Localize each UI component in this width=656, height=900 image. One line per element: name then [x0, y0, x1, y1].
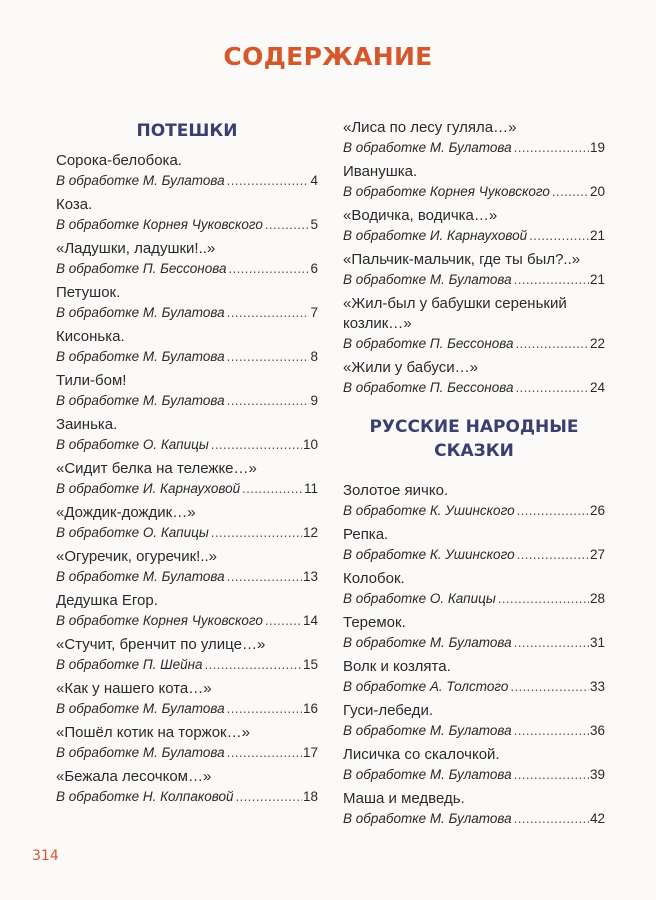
toc-entry-page: 26: [589, 503, 605, 518]
toc-entry-line: [343, 138, 605, 157]
toc-entry: [56, 151, 318, 190]
toc-entry-line: [343, 378, 605, 397]
dot-leader: [265, 215, 310, 234]
toc-entry-line: [56, 303, 318, 322]
toc-entry-title: Заинька.: [56, 416, 118, 433]
dot-leader: [211, 523, 302, 542]
toc-entry: [343, 657, 605, 696]
toc-entry-title: «Ладушки, ладушки!..»: [56, 240, 216, 257]
toc-entry-title: «Пальчик-мальчик, где ты был?..»: [343, 251, 581, 268]
toc-entry-page: 24: [589, 380, 605, 395]
toc-entry-adaptation: В обработке О. Капицы: [56, 525, 209, 540]
toc-entry-title: «Лиса по лесу гуляла…»: [343, 119, 517, 136]
dot-leader: [514, 138, 589, 157]
toc-entry-page: 39: [589, 767, 605, 782]
dot-leader: [498, 589, 589, 608]
dot-leader: [510, 677, 589, 696]
dot-leader: [517, 501, 589, 520]
toc-entry: [343, 358, 605, 397]
toc-entry-adaptation: В обработке П. Бессонова: [343, 380, 514, 395]
dot-leader: [514, 809, 589, 828]
toc-entry-title: «Стучит, бренчит по улице…»: [56, 636, 266, 653]
toc-entry-line: [343, 633, 605, 652]
toc-entry: [56, 283, 318, 322]
dot-leader: [265, 611, 302, 630]
toc-entry-line: [343, 765, 605, 784]
dot-leader: [529, 226, 589, 245]
toc-entry: [56, 371, 318, 410]
toc-entry-line: [56, 391, 318, 410]
toc-entry-adaptation: В обработке П. Бессонова: [343, 336, 514, 351]
toc-entry-adaptation: В обработке М. Булатова: [56, 349, 225, 364]
dot-leader: [227, 567, 302, 586]
toc-entry-title: Маша и медведь.: [343, 790, 465, 807]
toc-entry-line: [343, 545, 605, 564]
toc-entry-adaptation: В обработке М. Булатова: [343, 767, 512, 782]
toc-entry: [343, 569, 605, 608]
toc-entry: [56, 459, 318, 498]
toc-entry-title: Дедушка Егор.: [56, 592, 158, 609]
toc-entry-title: Тили-бом!: [56, 372, 127, 389]
toc-entry-line: [56, 699, 318, 718]
toc-entry-line: [56, 259, 318, 278]
toc-entry-line: [343, 677, 605, 696]
toc-entry-line: [56, 479, 318, 498]
toc-entry-adaptation: В обработке М. Булатова: [56, 305, 225, 320]
toc-entry: [343, 613, 605, 652]
toc-entry-title: Волк и козлята.: [343, 658, 451, 675]
dot-leader: [514, 633, 589, 652]
dot-leader: [227, 391, 310, 410]
dot-leader: [514, 765, 589, 784]
toc-entry: [343, 162, 605, 201]
toc-entry-adaptation: В обработке Корнея Чуковского: [56, 613, 263, 628]
toc-entry-title: «Сидит белка на тележке…»: [56, 460, 257, 477]
toc-entry: [343, 206, 605, 245]
toc-list-poteshki-continued: [343, 118, 605, 397]
toc-entry-adaptation: В обработке М. Булатова: [56, 701, 225, 716]
dot-leader: [227, 303, 310, 322]
toc-entry-page: 8: [310, 349, 318, 364]
toc-entry-page: 7: [310, 305, 318, 320]
toc-entry: [56, 547, 318, 586]
dot-leader: [552, 182, 589, 201]
toc-entry: [343, 250, 605, 289]
toc-entry-page: 28: [589, 591, 605, 606]
toc-entry: [56, 635, 318, 674]
toc-entry-adaptation: В обработке Корнея Чуковского: [343, 184, 550, 199]
toc-entry-title: «Жил-был у бабушки серенький козлик…»: [343, 295, 567, 332]
toc-entry-adaptation: В обработке П. Шейна: [56, 657, 203, 672]
dot-leader: [228, 259, 309, 278]
toc-entry-page: 19: [589, 140, 605, 155]
dot-leader: [514, 270, 589, 289]
dot-leader: [205, 655, 302, 674]
toc-entry-line: [56, 171, 318, 190]
toc-entry-adaptation: В обработке М. Булатова: [56, 393, 225, 408]
dot-leader: [515, 334, 588, 353]
toc-entry: [343, 294, 605, 353]
toc-entry-page: 4: [310, 173, 318, 188]
toc-entry: [56, 767, 318, 806]
toc-entry-line: [56, 435, 318, 454]
toc-list-poteshki: [56, 151, 318, 806]
toc-entry-title: «Огуречик, огуречик!..»: [56, 548, 218, 565]
toc-entry-page: 11: [303, 481, 318, 496]
toc-entry-line: [343, 182, 605, 201]
toc-entry-page: 6: [310, 261, 318, 276]
toc-entry-adaptation: В обработке М. Булатова: [343, 811, 512, 826]
toc-entry-line: [56, 743, 318, 762]
toc-entry-page: 13: [302, 569, 318, 584]
toc-entry-title: Сорока-белобока.: [56, 152, 182, 169]
toc-entry-adaptation: В обработке И. Карнауховой: [56, 481, 241, 496]
toc-entry-title: «Бежала лесочком…»: [56, 768, 212, 785]
toc-entry-adaptation: В обработке К. Ушинского: [343, 547, 515, 562]
toc-entry-page: 5: [310, 217, 318, 232]
toc-entry-page: 18: [302, 789, 318, 804]
toc-entry-adaptation: В обработке М. Булатова: [56, 173, 225, 188]
toc-entry-page: 27: [589, 547, 605, 562]
toc-entry-title: «Водичка, водичка…»: [343, 207, 498, 224]
toc-entry: [56, 415, 318, 454]
toc-entry-title: Колобок.: [343, 570, 405, 587]
toc-entry-adaptation: В обработке М. Булатова: [343, 723, 512, 738]
toc-entry-adaptation: В обработке М. Булатова: [56, 569, 225, 584]
toc-entry-page: 36: [589, 723, 605, 738]
toc-entry-adaptation: В обработке М. Булатова: [56, 745, 225, 760]
toc-entry-line: [343, 589, 605, 608]
toc-entry-title: Золотое яичко.: [343, 482, 449, 499]
dot-leader: [211, 435, 302, 454]
toc-entry-page: 21: [589, 228, 605, 243]
toc-entry-line: [56, 215, 318, 234]
toc-entry-adaptation: В обработке К. Ушинского: [343, 503, 515, 518]
toc-entry: [56, 723, 318, 762]
dot-leader: [242, 479, 303, 498]
toc-entry: [56, 679, 318, 718]
toc-entry-adaptation: В обработке М. Булатова: [343, 635, 512, 650]
dot-leader: [235, 787, 301, 806]
toc-entry-line: [343, 809, 605, 828]
toc-entry-adaptation: В обработке А. Толстого: [343, 679, 509, 694]
toc-entry-line: [343, 721, 605, 740]
toc-entry-adaptation: В обработке О. Капицы: [56, 437, 209, 452]
toc-entry: [343, 481, 605, 520]
toc-entry-page: 33: [589, 679, 605, 694]
toc-entry-page: 14: [302, 613, 318, 628]
toc-entry: [343, 745, 605, 784]
toc-entry-line: [56, 611, 318, 630]
toc-entry-page: 17: [302, 745, 318, 760]
toc-entry-adaptation: В обработке Н. Колпаковой: [56, 789, 234, 804]
toc-entry-line: [56, 347, 318, 366]
toc-entry-page: 42: [589, 811, 605, 826]
toc-right-column: [343, 119, 605, 828]
toc-entry-line: [343, 226, 605, 245]
toc-entry-adaptation: В обработке Корнея Чуковского: [56, 217, 263, 232]
page-title: СОДЕРЖАНИЕ: [223, 42, 433, 71]
dot-leader: [514, 721, 589, 740]
toc-entry: [343, 701, 605, 740]
dot-leader: [227, 171, 310, 190]
toc-entry-line: [56, 567, 318, 586]
toc-entry-page: 12: [302, 525, 318, 540]
toc-entry-adaptation: В обработке П. Бессонова: [56, 261, 227, 276]
toc-entry-line: [56, 523, 318, 542]
toc-list-skazki: [343, 481, 605, 828]
toc-entry: [343, 118, 605, 157]
toc-entry: [343, 789, 605, 828]
toc-entry: [343, 525, 605, 564]
toc-entry-page: 16: [302, 701, 318, 716]
section-heading-skazki: РУССКИЕ НАРОДНЫЕ СКАЗКИ: [369, 417, 579, 461]
toc-entry: [56, 591, 318, 630]
toc-entry-line: [343, 334, 605, 353]
toc-entry-line: [343, 270, 605, 289]
toc-entry-title: Петушок.: [56, 284, 121, 301]
toc-entry-adaptation: В обработке М. Булатова: [343, 272, 512, 287]
toc-entry-title: Теремок.: [343, 614, 406, 631]
dot-leader: [515, 378, 588, 397]
toc-entry-title: «Пошёл котик на торжок…»: [56, 724, 250, 741]
toc-entry-page: 21: [589, 272, 605, 287]
toc-entry-adaptation: В обработке И. Карнауховой: [343, 228, 528, 243]
dot-leader: [227, 699, 302, 718]
toc-entry-line: [56, 787, 318, 806]
toc-entry-title: «Как у нашего кота…»: [56, 680, 212, 697]
toc-entry-page: 9: [310, 393, 318, 408]
toc-entry-title: «Жили у бабуси…»: [343, 359, 478, 376]
toc-entry-title: Кисонька.: [56, 328, 125, 345]
toc-entry-title: Коза.: [56, 196, 93, 213]
toc-entry: [56, 239, 318, 278]
page-number: 314: [32, 848, 59, 864]
toc-entry-adaptation: В обработке О. Капицы: [343, 591, 496, 606]
toc-left-column: [56, 119, 318, 806]
toc-entry-title: Репка.: [343, 526, 389, 543]
toc-entry-page: 10: [302, 437, 318, 452]
toc-entry-adaptation: В обработке М. Булатова: [343, 140, 512, 155]
toc-entry-title: Лисичка со скалочкой.: [343, 746, 500, 763]
dot-leader: [517, 545, 589, 564]
toc-entry-page: 22: [589, 336, 605, 351]
toc-entry-title: «Дождик-дождик…»: [56, 504, 196, 521]
toc-entry: [56, 195, 318, 234]
toc-entry-page: 15: [302, 657, 318, 672]
dot-leader: [227, 347, 310, 366]
toc-entry: [56, 503, 318, 542]
toc-entry-line: [343, 501, 605, 520]
toc-entry-page: 20: [589, 184, 605, 199]
toc-entry-title: Иванушка.: [343, 163, 418, 180]
toc-entry-page: 31: [589, 635, 605, 650]
toc-entry-line: [56, 655, 318, 674]
toc-entry-title: Гуси-лебеди.: [343, 702, 433, 719]
dot-leader: [227, 743, 302, 762]
section-heading-poteshki: ПОТЕШКИ: [136, 121, 238, 141]
toc-entry: [56, 327, 318, 366]
